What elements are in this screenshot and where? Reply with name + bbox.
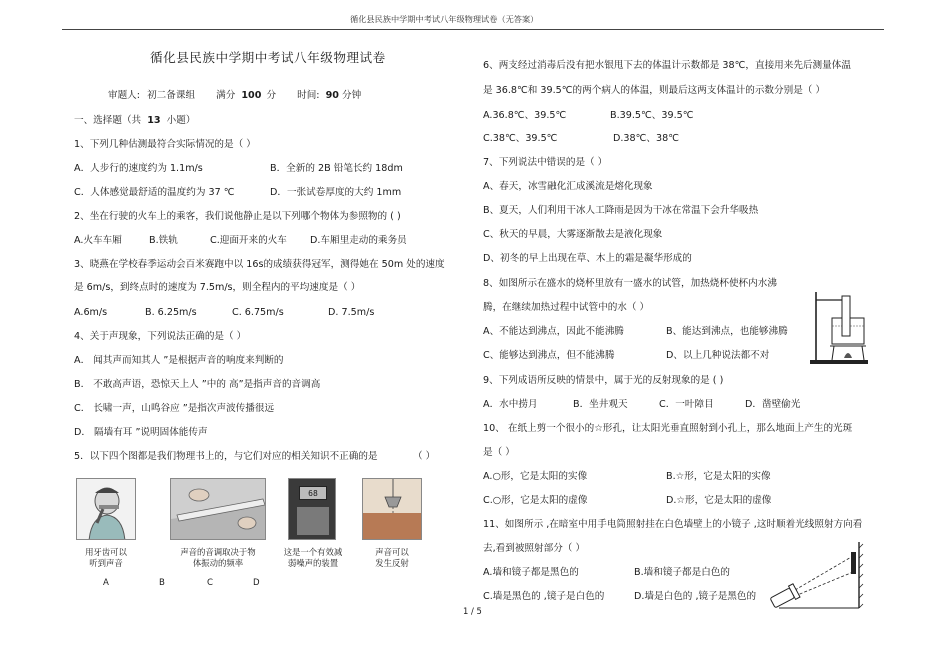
q7-stem: 7、下列说法中错误的是（ ） xyxy=(483,157,608,168)
q10-option-b: B.☆形，它是太阳的实像 xyxy=(666,471,771,482)
figure-d-caption-1: 声音可以 xyxy=(375,547,409,557)
score-label: 满分 xyxy=(216,90,236,101)
q7-option-c: C、秋天的早晨，大雾逐渐散去是液化现象 xyxy=(483,229,663,240)
figure-c-caption-2: 弱噪声的装置 xyxy=(287,558,339,568)
q1-option-c: C．人体感觉最舒适的温度约为 37 ℃ xyxy=(74,187,235,198)
q8-option-b: B、能达到沸点，也能够沸腾 xyxy=(666,326,788,337)
q7-option-d: D、初冬的早上出现在草、木上的霜是凝华形成的 xyxy=(483,253,692,264)
figure-b-caption-2: 体振动的频率 xyxy=(192,558,244,568)
score-unit: 分 xyxy=(266,90,277,101)
section-heading xyxy=(74,115,195,127)
q11-option-b: B.墙和镜子都是白色的 xyxy=(634,567,730,578)
boy-eating-icon xyxy=(77,479,136,540)
header-rule xyxy=(62,29,884,30)
q9-option-c: C．一叶障目 xyxy=(659,399,714,410)
beaker-burner-diagram-icon xyxy=(808,288,872,366)
q4-option-a: A． 闻其声而知其人 ”是根据声音的响度来判断的 xyxy=(74,355,284,366)
q4-stem: 4、关于声现象，下列说法正确的是（ ） xyxy=(74,331,247,342)
q6-option-d: D.38℃、38℃ xyxy=(613,133,679,144)
q2-option-d: D.车厢里走动的乘务员 xyxy=(310,235,407,246)
figure-c-letter: C xyxy=(207,578,214,588)
figure-b xyxy=(170,478,266,540)
q4-option-c: C． 长啸一声，山鸣谷应 ”是指次声波传播很远 xyxy=(74,403,275,414)
reviewer-value: 初二备课组 xyxy=(147,90,196,101)
q1-option-d: D．一张试卷厚度的大约 1mm xyxy=(270,187,402,198)
reviewer-label: 审题人: xyxy=(108,90,141,101)
q11-option-d: D.墙是白色的 ,镜子是黑色的 xyxy=(634,591,757,602)
q10-option-c: C.○形，它是太阳的虚像 xyxy=(483,495,588,506)
figure-a-letter: A xyxy=(103,578,109,588)
q3-line2: 是 6m/s，到终点时的速度为 7.5m/s，则全程内的平均速度是（ ） xyxy=(74,282,361,293)
q10-line1: 10、 在纸上剪一个很小的☆形孔，让太阳光垂直照射到小孔上，那么地面上产生的光斑 xyxy=(483,423,853,434)
section-suffix: 小题） xyxy=(166,115,196,126)
q5-stem: 5．以下四个图都是我们物理书上的，与它们对应的相关知识不正确的是 xyxy=(74,451,378,462)
q1-option-b: B．全新的 2B 铅笔长约 18dm xyxy=(270,163,403,174)
section-prefix: 一、选择题（共 xyxy=(74,115,142,126)
section-count: 13 xyxy=(147,115,161,126)
q8-line1: 8、如图所示在盛水的烧杯里放有一盛水的试管，加热烧杯使杯内水沸 xyxy=(483,278,777,289)
page-number: 1 / 5 xyxy=(463,606,482,616)
q11-option-c: C.墙是黑色的 ,镜子是白色的 xyxy=(483,591,605,602)
q6-option-c: C.38℃、39.5℃ xyxy=(483,133,558,144)
q3-line1: 3、晓燕在学校春季运动会百米赛跑中以 16s的成绩获得冠军，测得她在 50m 处的速度 xyxy=(74,259,445,270)
score-value: 100 xyxy=(241,90,262,101)
figure-a-caption-2: 听到声音 xyxy=(89,558,123,568)
time-unit: 分钟 xyxy=(342,90,362,101)
figure-d-letter: D xyxy=(253,578,260,588)
q10-option-a: A.○形，它是太阳的实像 xyxy=(483,471,588,482)
q1-option-a: A．人步行的速度约为 1.1m/s xyxy=(74,163,203,174)
q11-line1: 11、如图所示 ,在暗室中用手电筒照射挂在白色墙壁上的小镜子 ,这时顺着光线照射方向看 xyxy=(483,519,863,530)
q8-option-c: C、能够达到沸点，但不能沸腾 xyxy=(483,350,615,361)
q9-option-d: D．凿壁偷光 xyxy=(745,399,801,410)
q6-line1: 6、两支经过消毒后没有把水银甩下去的体温计示数都是 38℃，直接用来先后测量体温 xyxy=(483,60,851,71)
q11-option-a: A.墙和镜子都是黑色的 xyxy=(483,567,579,578)
q6-line2: 是 36.8℃和 39.5℃的两个病人的体温，则最后这两支体温计的示数分别是（ ） xyxy=(483,85,826,96)
page-title: 循化县民族中学期中考试八年级物理试卷 xyxy=(150,50,386,65)
figure-b-caption-1: 声音的音调取决于物 xyxy=(180,547,256,557)
figure-d-caption-2: 发生反射 xyxy=(375,558,409,568)
q3-option-b: B. 6.25m/s xyxy=(145,307,197,318)
q4-option-d: D． 隔墙有耳 ”说明固体能传声 xyxy=(74,427,208,438)
q2-stem: 2、坐在行驶的火车上的乘客，我们说他静止是以下列哪个物体为参照物的 ( ) xyxy=(74,211,401,222)
q5-paren: （ ） xyxy=(413,451,436,462)
ruler-on-table-icon xyxy=(171,479,266,540)
bell-reflection-icon xyxy=(363,479,422,540)
q3-option-a: A.6m/s xyxy=(74,307,108,318)
time-label: 时间: xyxy=(297,90,320,101)
q2-option-c: C.迎面开来的火车 xyxy=(210,235,287,246)
q6-option-b: B.39.5℃、39.5℃ xyxy=(610,110,694,121)
q8-option-d: D、以上几种说法都不对 xyxy=(666,350,770,361)
figure-c-caption-1: 这是一个有效减 xyxy=(283,547,343,557)
noise-meter-body-icon xyxy=(297,507,329,535)
figure-a xyxy=(76,478,136,540)
q2-option-a: A.火车车厢 xyxy=(74,235,122,246)
figure-a-caption-1: 用牙齿可以 xyxy=(85,547,127,557)
q6-option-a: A.36.8℃、39.5℃ xyxy=(483,110,567,121)
q10-line2: 是（ ） xyxy=(483,447,515,458)
q9-option-b: B．坐井观天 xyxy=(573,399,628,410)
q7-option-b: B、夏天，人们利用干冰人工降雨是因为干冰在常温下会升华吸热 xyxy=(483,205,759,216)
noise-meter-display: 68 xyxy=(299,486,327,500)
q11-line2: 去,看到被照射部分（ ） xyxy=(483,543,586,554)
q3-option-c: C. 6.75m/s xyxy=(232,307,284,318)
exam-meta xyxy=(108,90,361,102)
figure-b-letter: B xyxy=(159,578,165,588)
q8-line2: 腾，在继续加热过程中试管中的水（ ） xyxy=(483,302,650,313)
q3-option-d: D. 7.5m/s xyxy=(328,307,375,318)
q1-stem: 1、下列几种估测最符合实际情况的是（ ） xyxy=(74,139,256,150)
flashlight-mirror-diagram-icon xyxy=(765,538,877,612)
q7-option-a: A、春天，冰雪融化汇成溪流是熔化现象 xyxy=(483,181,653,192)
time-value: 90 xyxy=(325,90,339,101)
q9-stem: 9、下列成语所反映的情景中，属于光的反射现象的是 ( ) xyxy=(483,375,724,386)
figure-c xyxy=(288,478,336,540)
q10-option-d: D.☆形，它是太阳的虚像 xyxy=(666,495,772,506)
q2-option-b: B.铁轨 xyxy=(149,235,178,246)
running-header: 循化县民族中学期中考试八年级物理试卷（无答案） xyxy=(350,14,539,24)
q8-option-a: A、不能达到沸点，因此不能沸腾 xyxy=(483,326,624,337)
figure-d xyxy=(362,478,422,540)
q4-option-b: B． 不敢高声语，恐惊天上人 ”中的 高”是指声音的音调高 xyxy=(74,379,321,390)
q9-option-a: A．水中捞月 xyxy=(483,399,538,410)
